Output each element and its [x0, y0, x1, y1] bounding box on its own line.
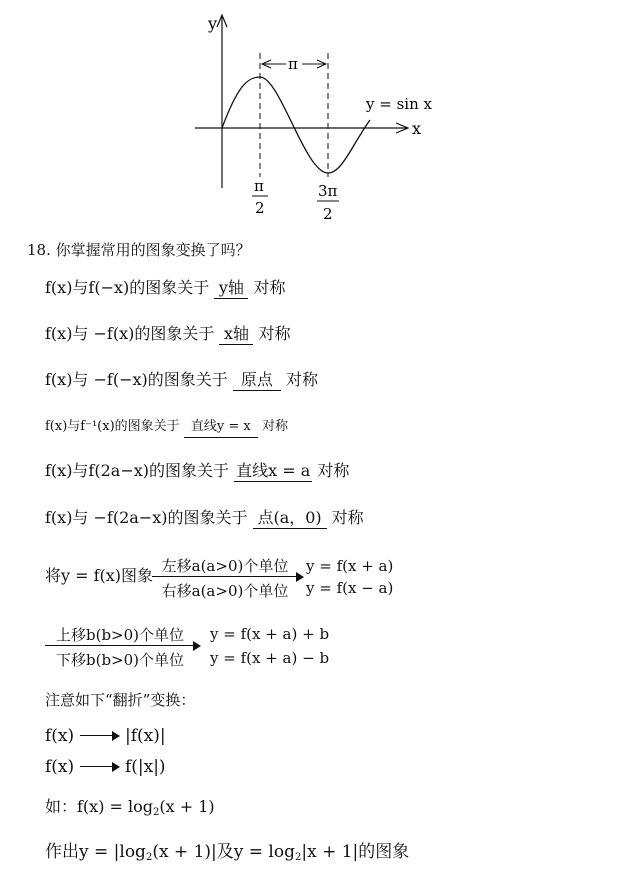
shift-up-label: 上移b(b>0)个单位 [55, 626, 185, 644]
tick-3pi-over-2-den: 2 [323, 205, 333, 223]
shift-down-label: 下移b(b>0)个单位 [55, 651, 185, 669]
task-log-base: 2 [145, 852, 153, 863]
row-answer: 直线y = x [184, 417, 258, 438]
row-answer: y轴 [214, 278, 248, 299]
symmetry-row [45, 461, 349, 482]
row-suffix: 对称 [258, 324, 291, 343]
flip-row-abs [45, 726, 166, 746]
row-premise: f(x)与f⁻¹(x)的图象关于 [45, 419, 180, 434]
row-premise: f(x)与 −f(2a−x)的图象关于 [45, 508, 248, 527]
sine-graph [180, 5, 450, 230]
shift-left-label: 左移a(a>0)个单位 [161, 557, 289, 575]
task-line [45, 842, 409, 868]
row-premise: f(x)与f(−x)的图象关于 [45, 278, 210, 297]
symmetry-row [45, 324, 291, 345]
long-arrow-icon [80, 731, 120, 741]
example-prefix: 如：f(x) = log [45, 797, 154, 816]
shift-horizontal-arrow [152, 555, 298, 601]
tick-3pi-over-2-num: 3π [318, 182, 338, 200]
task-part-b: (x + 1)|及y = log [152, 842, 295, 862]
shift-lead: 将y = f(x)图象 [45, 566, 154, 585]
example-log-base: 2 [153, 807, 160, 818]
tick-pi-over-2-num: π [254, 177, 264, 195]
flip-source: f(x) [45, 726, 75, 746]
symmetry-row [45, 278, 285, 299]
flip-note: 注意如下“翻折”变换： [45, 691, 196, 709]
row-premise: f(x)与 −f(−x)的图象关于 [45, 370, 228, 389]
row-suffix: 对称 [317, 461, 350, 480]
row-answer: 直线x = a [236, 461, 311, 480]
long-arrow-icon [80, 762, 120, 772]
example-suffix: (x + 1) [159, 797, 215, 816]
shift-right-label: 右移a(a>0)个单位 [161, 582, 289, 600]
flip-result: |f(x)| [124, 726, 166, 746]
row-suffix: 对称 [285, 370, 318, 389]
example-line [45, 797, 215, 823]
symmetry-row [45, 370, 318, 391]
row-suffix: 对称 [261, 419, 288, 434]
y-axis-label: y [208, 14, 218, 33]
period-label: π [288, 55, 298, 73]
row-suffix: 对称 [331, 508, 364, 527]
shift-result-right: y = f(x − a) [306, 579, 394, 597]
symmetry-row [45, 417, 288, 438]
curve-label: y = sin x [366, 95, 432, 113]
row-answer: 原点 [233, 370, 281, 391]
flip-source: f(x) [45, 757, 75, 777]
row-answer: 点(a，0) [253, 508, 327, 529]
row-premise: f(x)与 −f(x)的图象关于 [45, 324, 215, 343]
row-suffix: 对称 [253, 278, 286, 297]
shift-vertical-arrow [45, 624, 195, 670]
shift-result-down: y = f(x + a) − b [210, 649, 330, 667]
task-part-a: 作出y = |log [45, 842, 146, 862]
flip-row-even [45, 757, 166, 777]
tick-pi-over-2-den: 2 [255, 199, 265, 217]
row-premise: f(x)与f(2a−x)的图象关于 [45, 461, 229, 480]
shift-result-up: y = f(x + a) + b [210, 625, 330, 643]
task-part-c: |x + 1|的图象 [301, 842, 410, 862]
x-axis-label: x [412, 119, 422, 138]
task-log-base-2: 2 [294, 852, 302, 863]
symmetry-row [45, 508, 364, 529]
flip-result: f(|x|) [124, 757, 166, 777]
sine-curve [222, 77, 370, 173]
row-answer: x轴 [219, 324, 253, 345]
section-heading: 18. 你掌握常用的图象变换了吗？ [27, 241, 251, 259]
shift-result-left: y = f(x + a) [306, 557, 394, 575]
